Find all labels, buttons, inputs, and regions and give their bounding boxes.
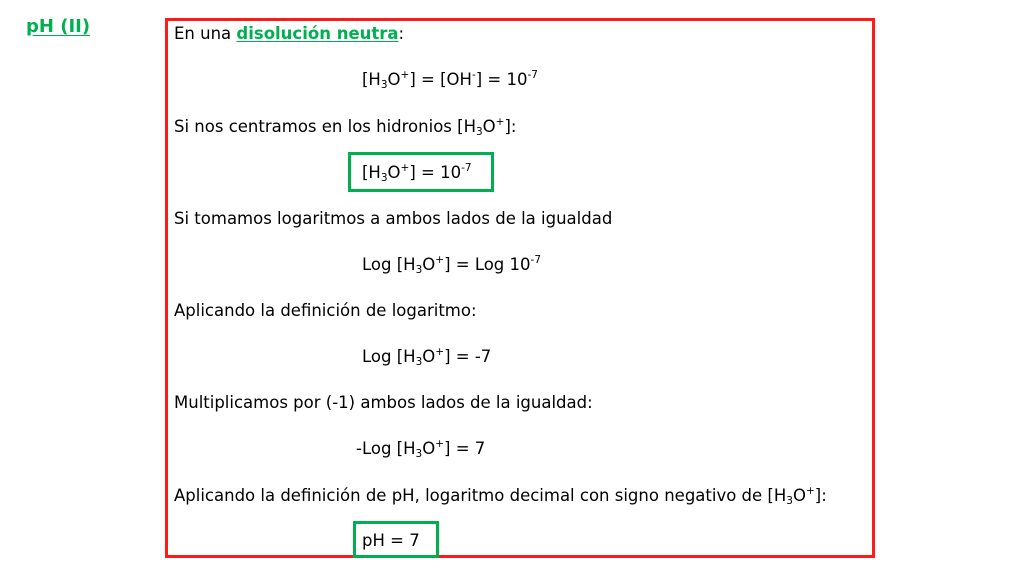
multiply-text: Multiplicamos por (-1) ambos lados de la igualdad: (174, 393, 593, 412)
equation-ph: pH = 7 (362, 531, 420, 550)
slide-title: pH (II) (26, 16, 91, 37)
content-frame (165, 18, 875, 558)
equation-hydronium: $[H_3O^+] = 10^{-7}$ (362, 162, 472, 184)
equation-log: Log $[H_3O^+]$ = Log $10^{-7}$ (362, 254, 542, 276)
equation-neutral: $[H_3O^+] = [OH^-] = 10^{-7}$ (362, 69, 538, 91)
intro-prefix: En una (174, 24, 237, 43)
hydronium-focus-text: Si nos centramos en los hidronios $[H_3O^+]$: (174, 116, 517, 138)
ph-definition-text: Aplicando la definición de pH, logaritmo decimal con signo negativo de $[H_3O^+]$: (174, 485, 827, 507)
logarithm-text: Si tomamos logaritmos a ambos lados de la igualdad (174, 209, 613, 228)
intro-suffix: : (398, 24, 405, 43)
intro-line (174, 24, 404, 44)
neutral-solution-link[interactable]: disolución neutra (236, 24, 399, 43)
equation-log-value: Log $[H_3O^+] = -7$ (362, 346, 492, 368)
log-definition-text: Aplicando la definición de logaritmo: (174, 301, 477, 320)
equation-neg-log: -Log $[H_3O^+] = 7$ (356, 438, 486, 460)
